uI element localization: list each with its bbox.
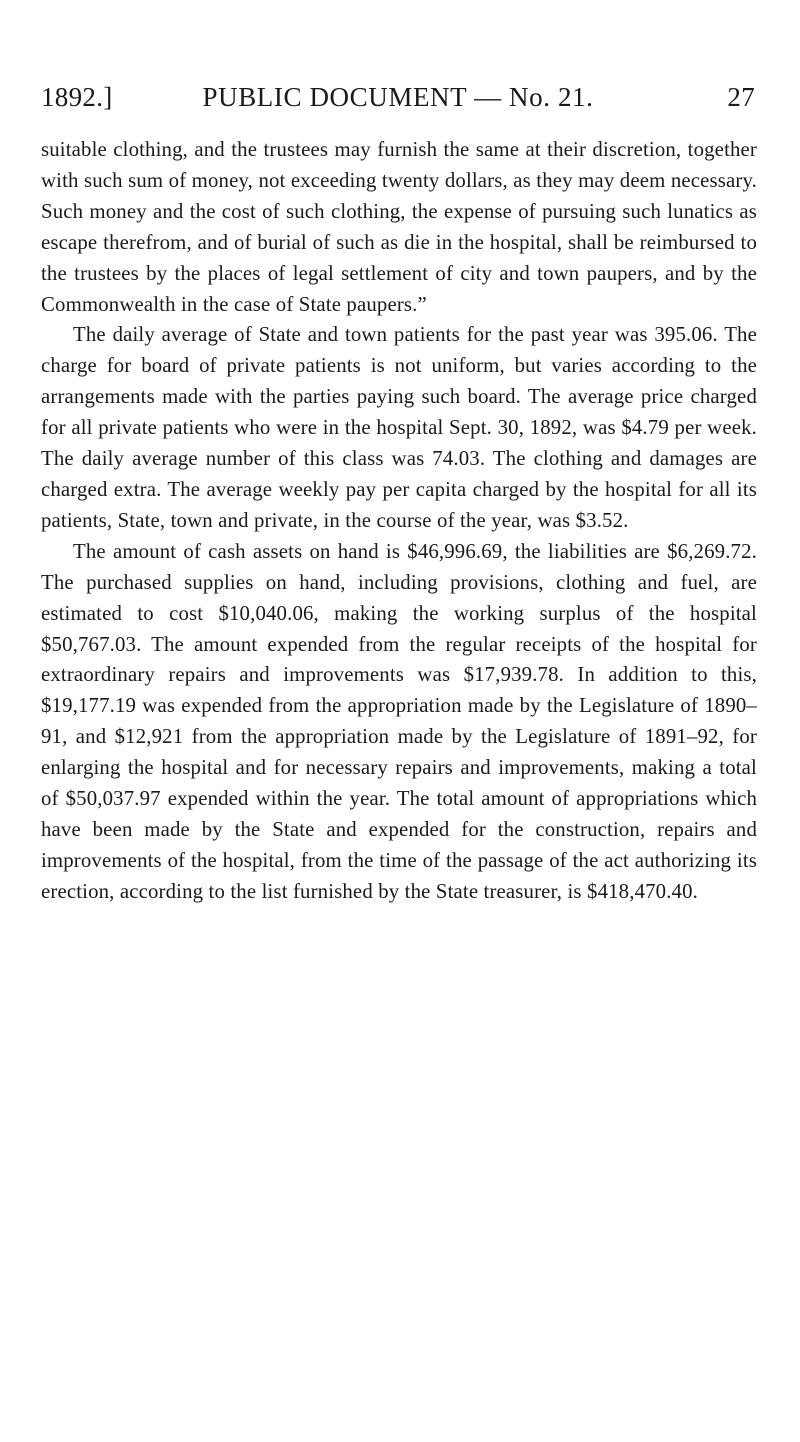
paragraph-patients: The daily average of State and town patients for the past year was 395.06. The charge for board of private patients is not uniform, but varies according to the arrangements made with the parties paying such board. The average price charged for all private patients who were in the hospital Sept. 30, 1892, was $4.79 per week. The daily average number of this class was 74.03. The clothing and damages are charged extra. The average weekly pay per capita charged by the hospital for all its patients, State, town and private, in the course of the year, was $3.52.: [41, 323, 757, 532]
document-title: PUBLIC DOCUMENT — No. 21.: [202, 82, 594, 112]
paragraph-finances: The amount of cash assets on hand is $46,996.69, the liabilities are $6,269.72. The purchased supplies on hand, including provisions, clothing and fuel, are estimated to cost $10,040.06, making the working surplus of the hospital $50,767.03. The amount expended from the regular receipts of the hospital for extraordinary repairs and improvements was $17,939.78. In addition to this, $19,177.19 was expended from the appropriation made by the Legislature of 1890–91, and $12,921 from the appropriation made by the Legislature of 1891–92, for enlarging the hospital and for necessary repairs and improvements, making a total of $50,037.97 expended within the year. The total amount of appropriations which have been made by the State and expended for the construction, repairs and improvements of the hospital, from the time of the passage of the act authorizing its erection, according to the list furnished by the State treasurer, is $418,470.40.: [41, 539, 757, 903]
running-head: [41, 82, 755, 122]
body-text: [41, 135, 757, 908]
header-year: 1892.]: [41, 82, 113, 112]
paragraph-continuation: suitable clothing, and the trustees may furnish the same at their discretion, together with such sum of money, not exceeding twenty dollars, as they may deem necessary. Such money and the cost of such clothing, the expense of pursuing such lunatics as escape therefrom, and of burial of such as die in the hospital, shall be reimbursed to the trustees by the places of legal settlement of city and town paupers, and by the Commonwealth in the case of State paupers.”: [41, 138, 757, 316]
page-number: 27: [727, 82, 755, 112]
